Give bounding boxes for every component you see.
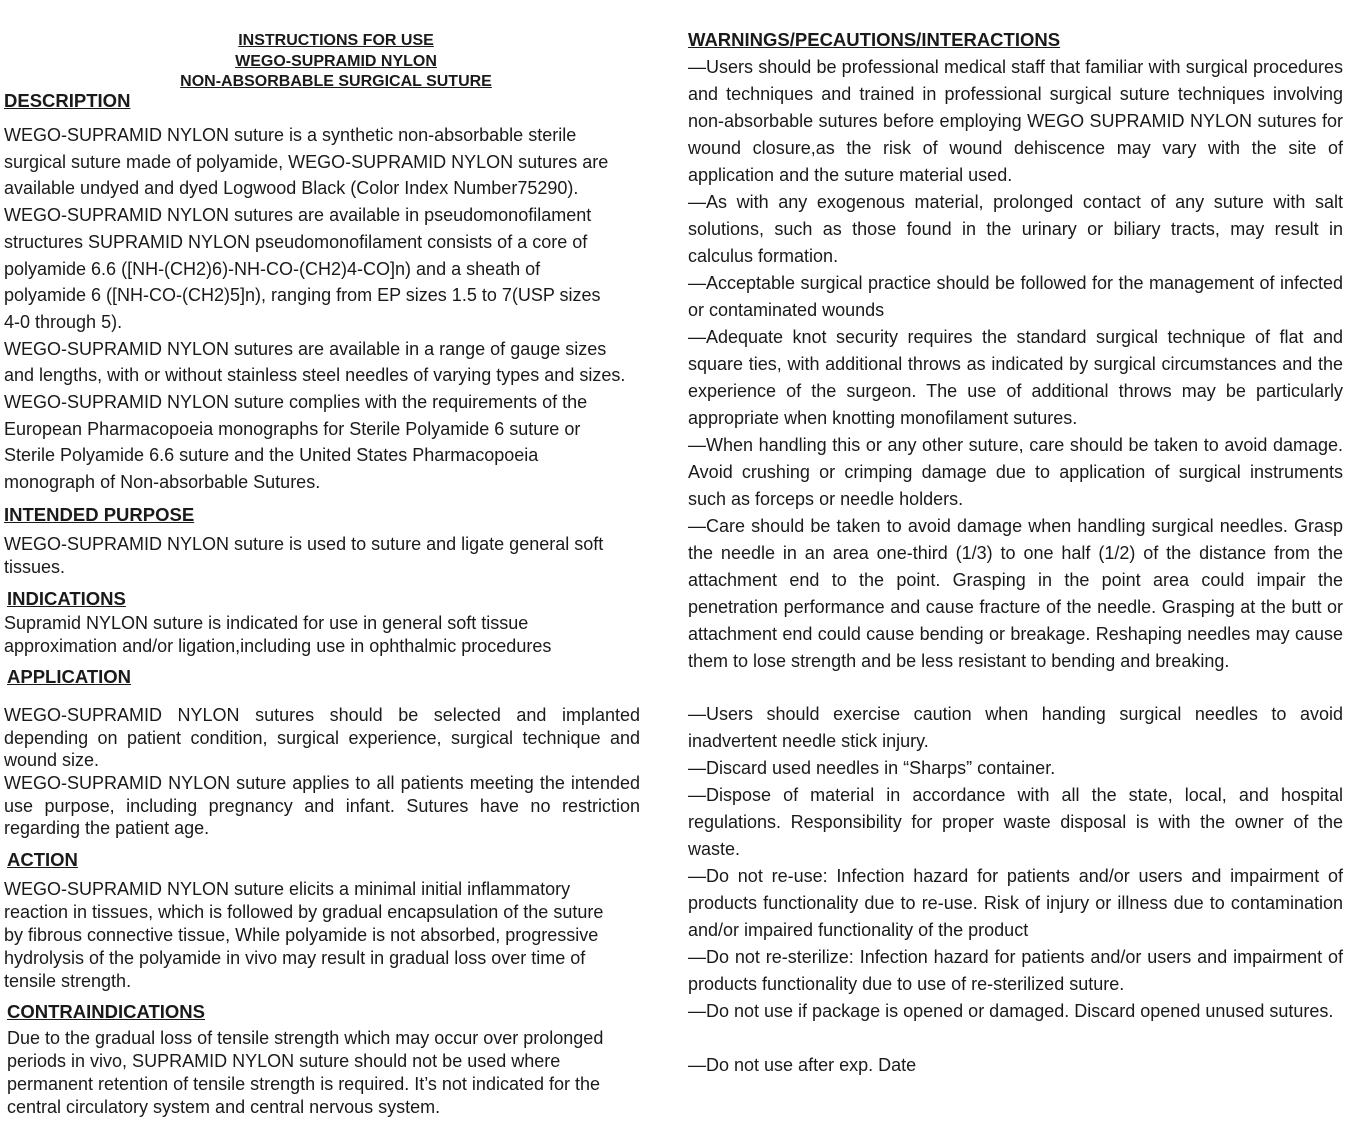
application-heading: APPLICATION (7, 666, 132, 687)
warning-item: —Adequate knot security requires the standard surgical technique of flat and square ties, with additional throws as indicated by surgical circumstances and the experience of the surgeon. The use of additional throws may be particularly appropriate when knotting monofilament sutures. (688, 327, 1343, 428)
contraindications-text: Due to the gradual loss of tensile strength which may occur over prolonged periods in vivo, SUPRAMID NYLON suture should not be used where permanent retention of tensile strength is required. It’s not indicated for the central circulatory system and central nervous system. (7, 1028, 604, 1117)
title-line-1: INSTRUCTIONS FOR USE (238, 32, 434, 49)
indications-heading: INDICATIONS (7, 588, 126, 609)
intended-purpose-text: WEGO-SUPRAMID NYLON suture is used to suture and ligate general soft tissues. (4, 534, 604, 577)
warning-item: —Do not re-use: Infection hazard for patients and/or users and impairment of products functionality due to re-use. Risk of injury or illness due to contamination and/or impaired functionality of the product (688, 866, 1343, 940)
warning-item: —Acceptable surgical practice should be followed for the management of infected or contaminated wounds (688, 273, 1343, 320)
title-line-3: NON-ABSORBABLE SURGICAL SUTURE (180, 73, 492, 90)
warnings-heading: WARNINGS/PECAUTIONS/INTERACTIONS (688, 29, 1061, 50)
intended-purpose-heading: INTENDED PURPOSE (4, 504, 195, 525)
action-heading: ACTION (7, 849, 78, 870)
warning-item: —Users should be professional medical staff that familiar with surgical procedures and techniques and trained in professional surgical suture techniques involving non-absorbable sutures before employing WEGO SUPRAMID NYLON sutures for wound closure,as the risk of wound dehiscence may vary with the site of application and the suture material used. (688, 57, 1343, 185)
title-line-2: WEGO-SUPRAMID NYLON (235, 52, 437, 70)
indications-text: Supramid NYLON suture is indicated for use in general soft tissue approximation and/or ligation,including use in ophthalmic procedures (4, 613, 552, 656)
warning-item: —Do not use after exp. Date (688, 1055, 917, 1075)
contraindications-heading: CONTRAINDICATIONS (7, 1001, 206, 1022)
description-heading: DESCRIPTION (4, 90, 131, 111)
warning-item: —Dispose of material in accordance with all the state, local, and hospital regulations. Responsibility for proper waste disposal is with the owner of the waste. (688, 785, 1343, 859)
application-para-1: WEGO-SUPRAMID NYLON sutures should be selected and implanted depending on patient condition, surgical experience, surgical technique and wound size. (4, 705, 640, 770)
warning-item: —Do not re-sterilize: Infection hazard for patients and/or users and impairment of products functionality due to use of re-sterilized suture. (688, 947, 1343, 994)
description-text: WEGO-SUPRAMID NYLON suture is a synthetic non-absorbable sterile surgical suture made of polyamide, WEGO-SUPRAMID NYLON sutures are available undyed and dyed Logwood Black (Color Index Number75290). WEGO-SUPRAMID NYLON sutures are available in pseudomonofilament structures SUPRAMID NYLON pseudomonofilament consists of a core of polyamide 6.6 ([NH-(CH2)6)-NH-CO-(CH2)4-CO]n) and a sheath of polyamide 6 ([NH-CO-(CH2)5]n), ranging from EP sizes 1.5 to 7(USP sizes 4-0 through 5). WEGO-SUPRAMID NYLON sutures are available in a range of gauge sizes and lengths, with or without stainless steel needles of varying types and sizes. WEGO-SUPRAMID NYLON suture complies with the requirements of the European Pharmacopoeia monographs for Sterile Polyamide 6 suture or Sterile Polyamide 6.6 suture and the United States Pharmacopoeia monograph of Non-absorbable Sutures. (4, 125, 626, 493)
warning-item: —Users should exercise caution when handing surgical needles to avoid inadvertent needle stick injury. (688, 704, 1343, 751)
warning-item: —When handling this or any other suture, care should be taken to avoid damage. Avoid crushing or crimping damage due to application of surgical instruments such as forceps or needle holders. (688, 435, 1343, 509)
warning-item: —Care should be taken to avoid damage when handling surgical needles. Grasp the needle in an area one-third (1/3) to one half (1/2) of the distance from the attachment end to the point. Grasping in the point area could impair the penetration performance and cause fracture of the needle. Grasping at the butt or attachment end could cause bending or breakage. Reshaping needles may cause them to lose strength and be less resistant to bending and breaking. (688, 516, 1343, 671)
action-text: WEGO-SUPRAMID NYLON suture elicits a minimal initial inflammatory reaction in tissues, which is followed by gradual encapsulation of the suture by fibrous connective tissue, While polyamide is not absorbed, progressive hydrolysis of the polyamide in vivo may result in gradual loss over time of tensile strength. (4, 879, 604, 991)
application-para-2: WEGO-SUPRAMID NYLON suture applies to all patients meeting the intended use purpose, including pregnancy and infant. Sutures have no restriction regarding the patient age. (4, 773, 640, 838)
document-title (4, 31, 668, 93)
warning-item: —Do not use if package is opened or damaged. Discard opened unused sutures. (688, 1001, 1334, 1021)
warning-item: —As with any exogenous material, prolonged contact of any suture with salt solutions, such as those found in the urinary or biliary tracts, may result in calculus formation. (688, 192, 1343, 266)
warning-item: —Discard used needles in “Sharps” container. (688, 758, 1056, 778)
